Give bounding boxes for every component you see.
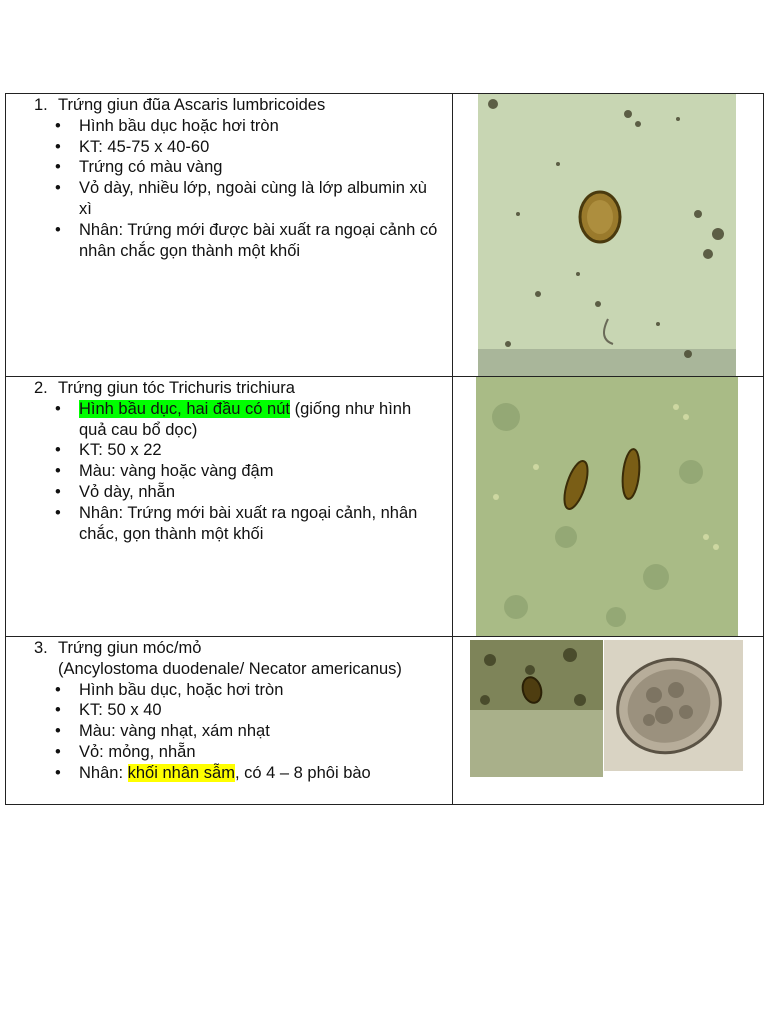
list-item: • KT: 50 x 40 bbox=[34, 700, 440, 721]
ascaris-egg-micrograph bbox=[478, 94, 736, 376]
trichuris-heading bbox=[34, 378, 452, 399]
ascaris-title: Trứng giun đũa Ascaris lumbricoides bbox=[58, 96, 326, 114]
hookworm-heading bbox=[34, 638, 452, 659]
highlighted-text: khối nhân sẫm bbox=[127, 763, 235, 782]
trichuris-text-cell bbox=[6, 377, 453, 637]
ascaris-image-cell bbox=[453, 94, 764, 377]
list-item: • KT: 50 x 22 bbox=[34, 440, 440, 461]
bullet-text: (giống như hình quả cau bổ dọc) bbox=[79, 399, 412, 439]
trichuris-bullets bbox=[34, 399, 452, 545]
list-item: • Hình bầu dục hoặc hơi tròn bbox=[34, 116, 440, 137]
hookworm-bullets bbox=[34, 680, 452, 784]
ascaris-heading bbox=[34, 95, 452, 116]
trichuris-egg-micrograph bbox=[476, 377, 738, 636]
ascaris-text-cell bbox=[6, 94, 453, 377]
hookworm-subtitle: (Ancylostoma duodenale/ Necator americanus) bbox=[58, 659, 402, 678]
hookworm-egg-micrograph-high bbox=[604, 640, 743, 771]
list-item: • Trứng có màu vàng bbox=[34, 157, 440, 178]
list-item: • KT: 45-75 x 40-60 bbox=[34, 137, 440, 158]
hookworm-egg-micrograph-low bbox=[470, 640, 603, 777]
row-trichuris bbox=[6, 377, 764, 637]
list-item: • Nhân: Trứng mới được bài xuất ra ngoại cảnh có nhân chắc gọn thành một khối bbox=[34, 220, 440, 262]
list-item: • Màu: vàng nhạt, xám nhạt bbox=[34, 721, 440, 742]
item-number: 1. bbox=[34, 96, 48, 114]
bullet-text: , có 4 – 8 phôi bào bbox=[234, 763, 371, 782]
hookworm-text-cell bbox=[6, 637, 453, 805]
list-item: • Màu: vàng hoặc vàng đậm bbox=[34, 461, 440, 482]
list-item: • Vỏ: mỏng, nhẵn bbox=[34, 742, 440, 763]
list-item: • Vỏ dày, nhiều lớp, ngoài cùng là lớp albumin xù xì bbox=[34, 178, 440, 220]
ascaris-bullets bbox=[34, 116, 452, 262]
row-ascaris bbox=[6, 94, 764, 377]
list-item: • Vỏ dày, nhẵn bbox=[34, 482, 440, 503]
list-item bbox=[34, 763, 440, 784]
highlighted-text: Hình bầu dục, hai đầu có nút bbox=[79, 399, 290, 418]
list-item bbox=[34, 399, 440, 441]
list-item: • Nhân: Trứng mới bài xuất ra ngoại cảnh, nhân chắc, gọn thành một khối bbox=[34, 503, 440, 545]
list-item: • Hình bầu dục, hoặc hơi tròn bbox=[34, 680, 440, 701]
bullet-text: Nhân: bbox=[79, 763, 128, 782]
row-hookworm bbox=[6, 637, 764, 805]
hookworm-title: Trứng giun móc/mỏ bbox=[58, 639, 202, 657]
item-number: 3. bbox=[34, 639, 48, 657]
trichuris-title: Trứng giun tóc Trichuris trichiura bbox=[58, 379, 295, 397]
hookworm-image-cell bbox=[453, 637, 764, 805]
eggs-table bbox=[5, 93, 764, 805]
trichuris-image-cell bbox=[453, 377, 764, 637]
item-number: 2. bbox=[34, 379, 48, 397]
